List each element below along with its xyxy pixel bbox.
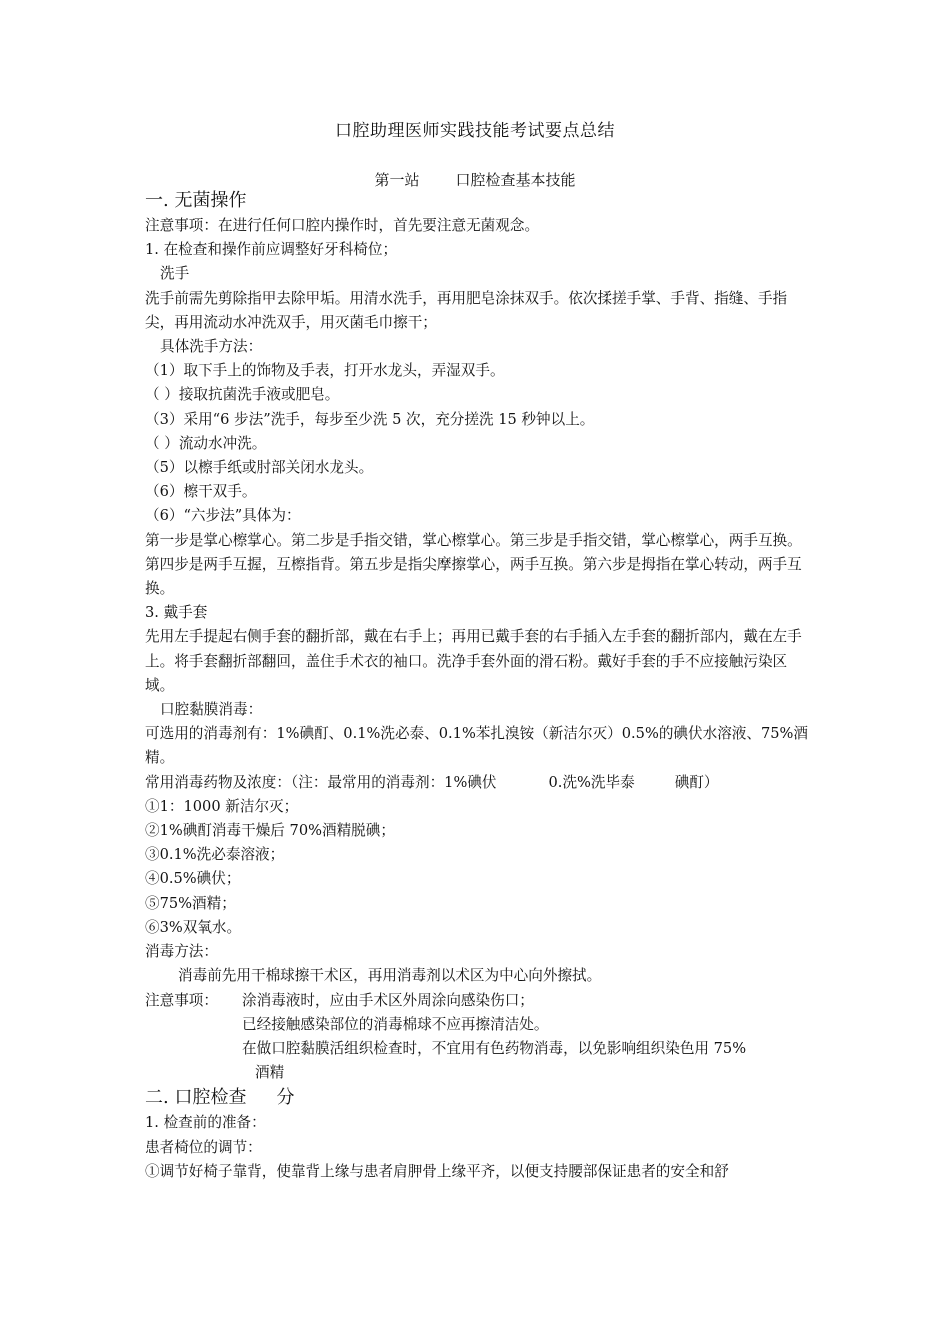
list-item: （6）“六步法”具体为：: [145, 507, 301, 525]
section-heading-exam: [145, 1085, 813, 1111]
paragraph-note: 注意事项：在进行任何口腔内操作时，首先要注意无菌观念。: [145, 217, 540, 234]
caution-row: [145, 989, 813, 1013]
paragraph-chair: 患者椅位的调节：: [145, 1138, 262, 1156]
list-item: （ ）流动水冲洗。: [145, 434, 267, 452]
paragraph-six-steps: 第一步是掌心檫掌心。第二步是手指交错，掌心檫掌心。第三步是手指交错，掌心檫掌心，两手互换。第四步是两手互握，互檫指背。第五步是指尖摩擦掌心，两手互换。第六步是拇指在掌心转动，两手互换。: [145, 531, 802, 598]
list-item: ④0.5%碘伏；: [145, 870, 241, 888]
section-heading-aseptic: 一. 无菌操作: [145, 190, 247, 211]
subheading-method: 具体洗手方法：: [160, 338, 263, 356]
document-title: 口腔助理医师实践技能考试要点总结: [335, 121, 615, 141]
list-item: （ ）接取抗菌洗手液或肥皂。: [145, 386, 340, 404]
subheading-mucosa: 口腔黏膜消毒：: [160, 701, 263, 719]
list-item: ①1：1000 新洁尔灭；: [145, 797, 299, 815]
list-item: ⑤75%酒精；: [145, 894, 236, 912]
paragraph-gloves: 先用左手提起右侧手套的翻折部，戴在右手上；再用已戴手套的右手插入左手套的翻折部内，戴在左手上。将手套翻折部翻回，盖住手术衣的袖口。洗净手套外面的滑石粉。戴好手套的手不应接触污染区域。: [145, 628, 802, 694]
list-item: （1）取下手上的饰物及手表，打开水龙头，弄湿双手。: [145, 362, 505, 380]
section2-heading-text: 二. 口腔检查: [145, 1087, 247, 1109]
paragraph-chair1: ①调节好椅子靠背，使靠背上缘与患者肩胛骨上缘平齐，以便支持腰部保证患者的安全和舒: [145, 1162, 729, 1180]
conc-mid2: 洗毕泰: [590, 773, 635, 791]
section2-heading-suffix: 分: [276, 1087, 295, 1109]
station-heading: [0, 169, 950, 190]
label-method: 消毒方法：: [145, 943, 218, 961]
list-item: （6）檫干双手。: [145, 483, 257, 501]
station-name: 口腔检查基本技能: [455, 171, 576, 189]
list-item: ⑥3%双氧水。: [145, 918, 242, 936]
list-item: ③0.1%洗必泰溶液；: [145, 846, 285, 864]
paragraph-prep: 1. 检查前的准备：: [145, 1114, 266, 1132]
paragraph-concentrations: [145, 771, 813, 795]
station-number: 第一站: [374, 171, 420, 189]
paragraph-handwash: 洗手前需先剪除指甲去除甲垢。用清水洗手，再用肥皂涂抹双手。依次揉搓手掌、手背、指缝、手指尖，再用流动水冲洗双手，用灭菌毛巾擦干；: [145, 289, 788, 331]
caution-item: 已经接触感染部位的消毒棉球不应再擦清洁处。: [242, 1015, 549, 1033]
subheading-gloves: 3. 戴手套: [145, 604, 208, 622]
paragraph-disinfectants: 可选用的消毒剂有：1%碘酊、0.1%洗必泰、0.1%苯扎溴铵（新洁尔灭）0.5%的碘伏水溶液、75%酒精。: [145, 725, 809, 767]
subheading-handwash: 洗手: [160, 265, 190, 283]
conc-intro: 常用消毒药物及浓度：（注：最常用的消毒剂：1%碘伏: [145, 773, 497, 791]
caution-continuation: 酒精: [255, 1064, 285, 1082]
caution-item: 涂消毒液时，应由手术区外周涂向感染伤口；: [242, 991, 534, 1009]
list-item: （5）以檫手纸或肘部关闭水龙头。: [145, 459, 374, 477]
list-item: ②1%碘酊消毒干燥后 70%酒精脱碘；: [145, 822, 395, 840]
paragraph-item1: 1. 在检查和操作前应调整好牙科椅位；: [145, 241, 398, 259]
document-body: [145, 188, 813, 1184]
list-item: （3）采用“6 步法”洗手，每步至少洗 5 次，充分搓洗 15 秒钟以上。: [145, 410, 595, 428]
paragraph-method: 消毒前先用干棉球擦干术区，再用消毒剂以术区为中心向外擦拭。: [178, 967, 602, 985]
caution-item: 在做口腔黏膜活组织检查时，不宜用有色药物消毒，以免影响组织染色用 75%: [242, 1039, 747, 1057]
label-caution: 注意事项：: [145, 991, 218, 1009]
conc-end: 碘酊）: [674, 773, 719, 791]
conc-mid: 0.洗%: [548, 773, 591, 791]
